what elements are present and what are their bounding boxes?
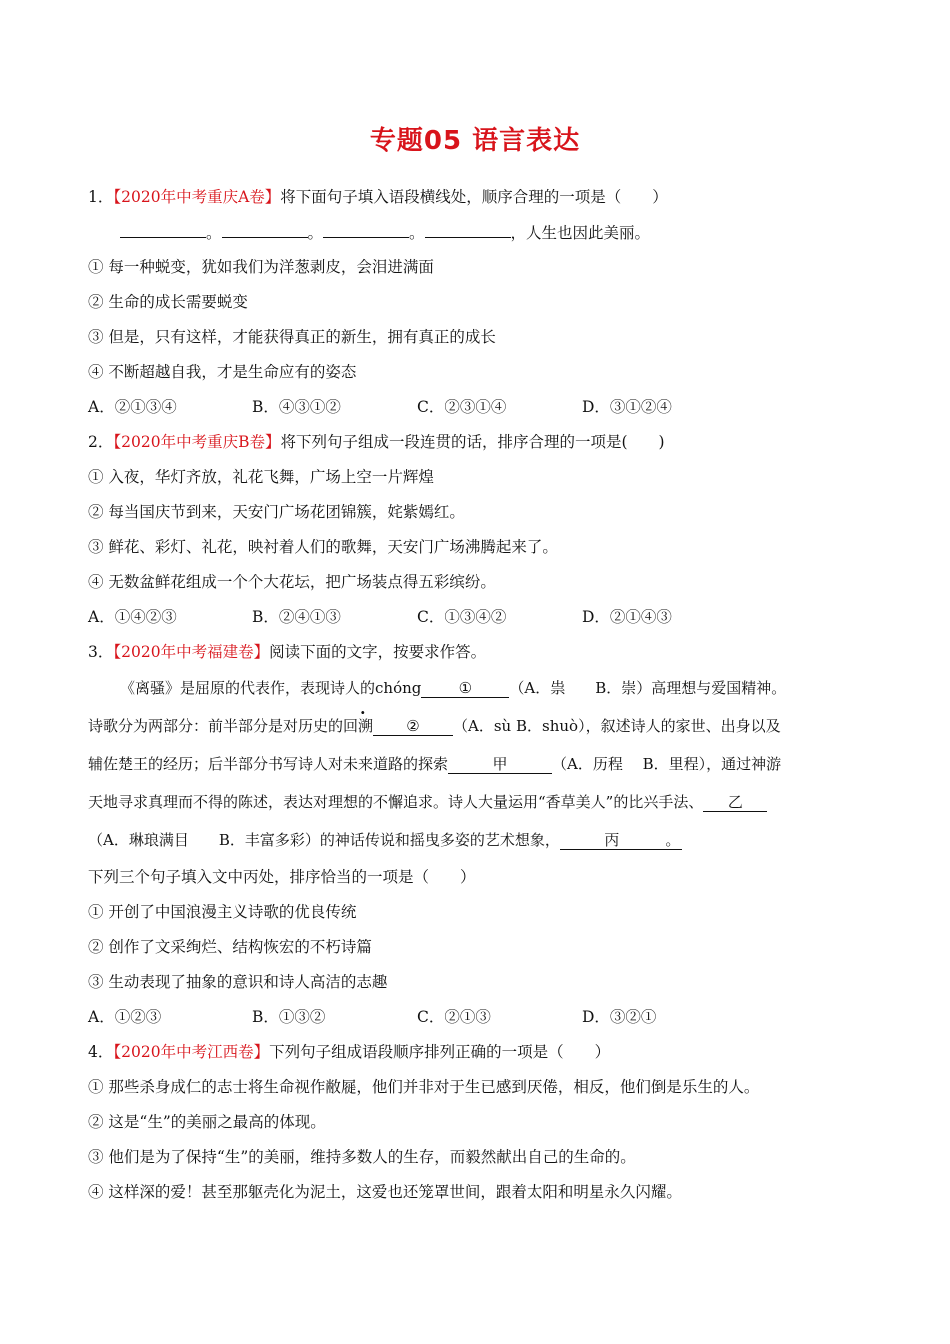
list-item: ② 生命的成长需要蜕变 bbox=[88, 293, 248, 311]
list-item: ① 开创了中国浪漫主义诗歌的优良传统 bbox=[88, 903, 357, 921]
passage-blank-yi: 乙 bbox=[703, 793, 767, 812]
sentence-tail: ，人生也因此美丽。 bbox=[510, 224, 651, 242]
punctuation: 。 bbox=[206, 224, 222, 242]
passage-text: （A．琳琅满目 B．丰富多彩）的神话传说和摇曳多姿的艺术想象， bbox=[88, 831, 560, 849]
list-item: ③ 但是，只有这样，才能获得真正的新生，拥有真正的成长 bbox=[88, 328, 496, 346]
passage-blank-jia: 甲 bbox=[448, 755, 552, 774]
passage-line bbox=[120, 677, 786, 699]
question-text: 阅读下面的文字，按要求作答。 bbox=[269, 643, 487, 661]
question-text: 下列句子组成语段顺序排列正确的一项是（ ） bbox=[269, 1043, 611, 1061]
option-d: D．③①②④ bbox=[582, 398, 672, 416]
option-d: D．③②① bbox=[582, 1008, 657, 1026]
option-a: A．①②③ bbox=[88, 1008, 162, 1026]
option-c: C．②③①④ bbox=[417, 398, 507, 416]
list-item: ④ 无数盆鲜花组成一个个大花坛，把广场装点得五彩缤纷。 bbox=[88, 573, 496, 591]
list-item: ① 那些杀身成仁的志士将生命视作敝屣，他们并非对于生已感到厌倦，相反，他们倒是乐生的人。 bbox=[88, 1078, 760, 1096]
option-c: C．①③④② bbox=[417, 608, 507, 626]
list-item: ② 创作了文采绚烂、结构恢宏的不朽诗篇 bbox=[88, 938, 372, 956]
question-number: 4． bbox=[88, 1043, 114, 1061]
passage-text: 天地寻求真理而不得的陈述，表达对理想的不懈追求。诗人大量运用“香草美人”的比兴手法、 bbox=[88, 793, 704, 811]
passage-line bbox=[88, 829, 682, 851]
source-tag: 【2020年中考重庆B卷】 bbox=[113, 433, 281, 451]
list-item: ② 每当国庆节到来，天安门广场花团锦簇，姹紫嫣红。 bbox=[88, 503, 465, 521]
passage-line bbox=[88, 791, 767, 813]
list-item: ① 入夜，华灯齐放，礼花飞舞，广场上空一片辉煌 bbox=[88, 468, 434, 486]
question-number: 2． bbox=[88, 433, 114, 451]
passage-text: 辅佐楚王的经历；后半部分书写诗人对未来道路的探索 bbox=[88, 755, 449, 773]
question-number: 3． bbox=[88, 643, 114, 661]
question-4-stem bbox=[88, 1041, 610, 1063]
list-item: ③ 他们是为了保持“生”的美丽，维持多数人的生存，而毅然献出自己的生命的。 bbox=[88, 1148, 636, 1166]
answer-blank bbox=[425, 221, 511, 238]
emphasized-char: 溯 bbox=[358, 717, 374, 735]
list-item: ③ 生动表现了抽象的意识和诗人高洁的志趣 bbox=[88, 973, 388, 991]
question-3-stem bbox=[88, 641, 486, 663]
list-item: ② 这是“生”的美丽之最高的体现。 bbox=[88, 1113, 326, 1131]
passage-text: （A．历程 B．里程），通过神游 bbox=[552, 755, 782, 773]
punctuation: 。 bbox=[409, 224, 425, 242]
punctuation: 。 bbox=[307, 224, 324, 242]
passage-line bbox=[88, 715, 781, 737]
option-c: C．②①③ bbox=[417, 1008, 491, 1026]
answer-blank bbox=[120, 221, 206, 238]
passage-text: 诗歌分为两部分：前半部分是对历史的回 bbox=[88, 717, 359, 735]
question-text: 将下面句子填入语段横线处，顺序合理的一项是（ ） bbox=[280, 188, 668, 206]
option-a: A．②①③④ bbox=[88, 398, 177, 416]
page-title: 专题05 语言表达 bbox=[369, 126, 581, 156]
passage-blank-1: ① bbox=[421, 679, 509, 698]
option-b: B．④③①② bbox=[252, 398, 341, 416]
question-number: 1． bbox=[88, 188, 114, 206]
list-item: ④ 这样深的爱！甚至那躯壳化为泥土，这爱也还笼罩世间，跟着太阳和明星永久闪耀。 bbox=[88, 1183, 682, 1201]
question-1-stem bbox=[88, 186, 668, 208]
passage-line bbox=[88, 753, 781, 775]
answer-blank bbox=[323, 221, 409, 238]
source-tag: 【2020年中考福建卷】 bbox=[113, 643, 270, 661]
list-item: ④ 不断超越自我，才是生命应有的姿态 bbox=[88, 363, 357, 381]
question-3-sub-stem: 下列三个句子填入文中丙处，排序恰当的一项是（ ） bbox=[88, 868, 476, 886]
question-1-blank-sentence bbox=[120, 221, 650, 244]
passage-text: （A．祟 B．崇）高理想与爱国精神。 bbox=[509, 679, 787, 697]
passage-text: （A．sù B．shuò），叙述诗人的家世、出身以及 bbox=[453, 717, 781, 735]
list-item: ① 每一种蜕变，犹如我们为洋葱剥皮，会泪进满面 bbox=[88, 258, 434, 276]
answer-blank bbox=[222, 221, 308, 238]
source-tag: 【2020年中考重庆A卷】 bbox=[113, 188, 281, 206]
option-d: D．②①④③ bbox=[582, 608, 672, 626]
option-b: B．②④①③ bbox=[252, 608, 341, 626]
option-b: B．①③② bbox=[252, 1008, 326, 1026]
option-a: A．①④②③ bbox=[88, 608, 177, 626]
source-tag: 【2020年中考江西卷】 bbox=[113, 1043, 270, 1061]
passage-text: 《离骚》是屈原的代表作，表现诗人的chóng bbox=[120, 679, 422, 697]
question-2-stem bbox=[88, 431, 665, 453]
passage-blank-bing: 丙 bbox=[560, 831, 664, 850]
question-text: 将下列句子组成一段连贯的话，排序合理的一项是( ) bbox=[280, 433, 665, 451]
list-item: ③ 鲜花、彩灯、礼花，映衬着人们的歌舞，天安门广场沸腾起来了。 bbox=[88, 538, 558, 556]
passage-text: 。 bbox=[665, 831, 681, 849]
passage-blank-2: ② bbox=[373, 717, 453, 736]
